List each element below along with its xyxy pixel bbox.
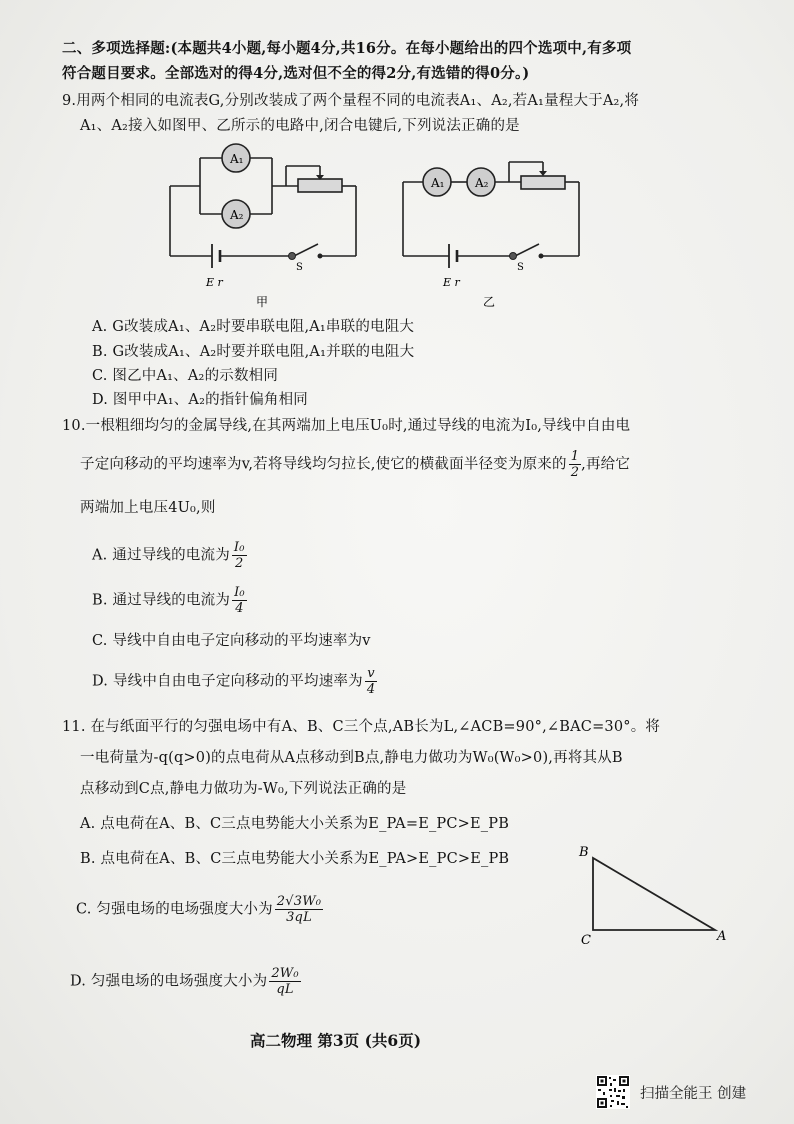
qr-code-icon: [596, 1075, 630, 1109]
q11-option-a: A. 点电荷在A、B、C三点电势能大小关系为E_PA=E_PC>E_PB: [80, 816, 510, 832]
switch-contact-icon: [289, 253, 296, 260]
q9-option-b: B. G改装成A₁、A₂时要并联电阻,A₁并联的电阻大: [92, 344, 415, 360]
q11-option-d: D. 匀强电场的电场强度大小为 $\frac{\text{2W₀}}{qL}$: [70, 966, 299, 997]
q10-stem-line1: 10.一根粗细均匀的金属导线,在其两端加上电压U₀时,通过导线的电流为I₀,导线中自由电: [62, 418, 631, 434]
q11-option-c: C. 匀强电场的电场强度大小为 $\frac{\text{2√3W₀}}{3qL}$: [76, 894, 322, 925]
q10-option-d: D. 导线中自由电子定向移动的平均速率为 $\frac{v}{4}$: [92, 666, 376, 697]
q10-option-a: A. 通过导线的电流为 $\frac{\text{I₀}}{2}$: [92, 540, 245, 571]
q11-stem-line1: 11. 在与纸面平行的匀强电场中有A、B、C三个点,AB长为L,∠ACB=90°,∠BAC=30°。将: [62, 719, 661, 735]
vertex-label-a: A: [717, 929, 727, 944]
section-title-cont: 符合题目要求。全部选对的得4分,选对但不全的得2分,有选错的得0分。): [62, 65, 530, 82]
scanner-watermark: 扫描全能王 创建: [640, 1086, 747, 1102]
q10-option-c: C. 导线中自由电子定向移动的平均速率为v: [92, 633, 371, 649]
q9-stem-line1: 9.用两个相同的电流表G,分别改装成了两个量程不同的电流表A₁、A₂,若A₁量程大于A₂,将: [62, 93, 640, 109]
q9-option-a: A. G改装成A₁、A₂时要串联电阻,A₁串联的电阻大: [92, 319, 415, 335]
q9-option-d: D. 图甲中A₁、A₂的指针偏角相同: [92, 392, 308, 408]
figure-caption-yi: 乙: [483, 295, 496, 308]
switch-label: S: [517, 262, 524, 273]
q10-stem-line2: 子定向移动的平均速率为v,若将导线均匀拉长,使它的横截面半径变为原来的 $\frac{1}{2}$ ,再给它: [80, 449, 631, 480]
meter-label-a2: A₂: [475, 176, 489, 190]
circuit-diagram-jia: [160, 138, 375, 308]
meter-label-a2: A₂: [230, 208, 244, 222]
vertex-label-c: C: [581, 933, 591, 947]
figure-caption-jia: 甲: [256, 295, 269, 308]
switch-contact-icon: [510, 253, 517, 260]
meter-label-a1: A₁: [230, 152, 244, 166]
q10-option-b: B. 通过导线的电流为 $\frac{\text{I₀}}{4}$: [92, 585, 245, 616]
meter-label-a1: A₁: [431, 176, 445, 190]
triangle-abc-diagram: [575, 842, 735, 947]
q11-stem-line3: 点移动到C点,静电力做功为-W₀,下列说法正确的是: [80, 781, 407, 797]
q11-stem-line2: 一电荷量为-q(q>0)的点电荷从A点移动到B点,静电力做功为W₀(W₀>0),再将其从B: [80, 750, 623, 766]
circuit-diagram-yi: [395, 152, 595, 308]
q9-stem-line2: A₁、A₂接入如图甲、乙所示的电路中,闭合电键后,下列说法正确的是: [80, 118, 520, 134]
q10-stem-line3: 两端加上电压4U₀,则: [80, 500, 216, 516]
switch-label: S: [296, 262, 303, 273]
source-label: E r: [206, 276, 223, 289]
source-label: E r: [443, 276, 460, 289]
page-footer: 高二物理 第3页 (共6页): [250, 1031, 422, 1050]
fraction-one-half: $\frac{1}{2}$: [570, 449, 580, 480]
q9-option-c: C. 图乙中A₁、A₂的示数相同: [92, 368, 279, 384]
vertex-label-b: B: [579, 845, 589, 860]
q11-option-b: B. 点电荷在A、B、C三点电势能大小关系为E_PA>E_PC>E_PB: [80, 851, 510, 867]
section-title: 二、多项选择题:(本题共4小题,每小题4分,共16分。在每小题给出的四个选项中,有多项: [62, 40, 632, 57]
